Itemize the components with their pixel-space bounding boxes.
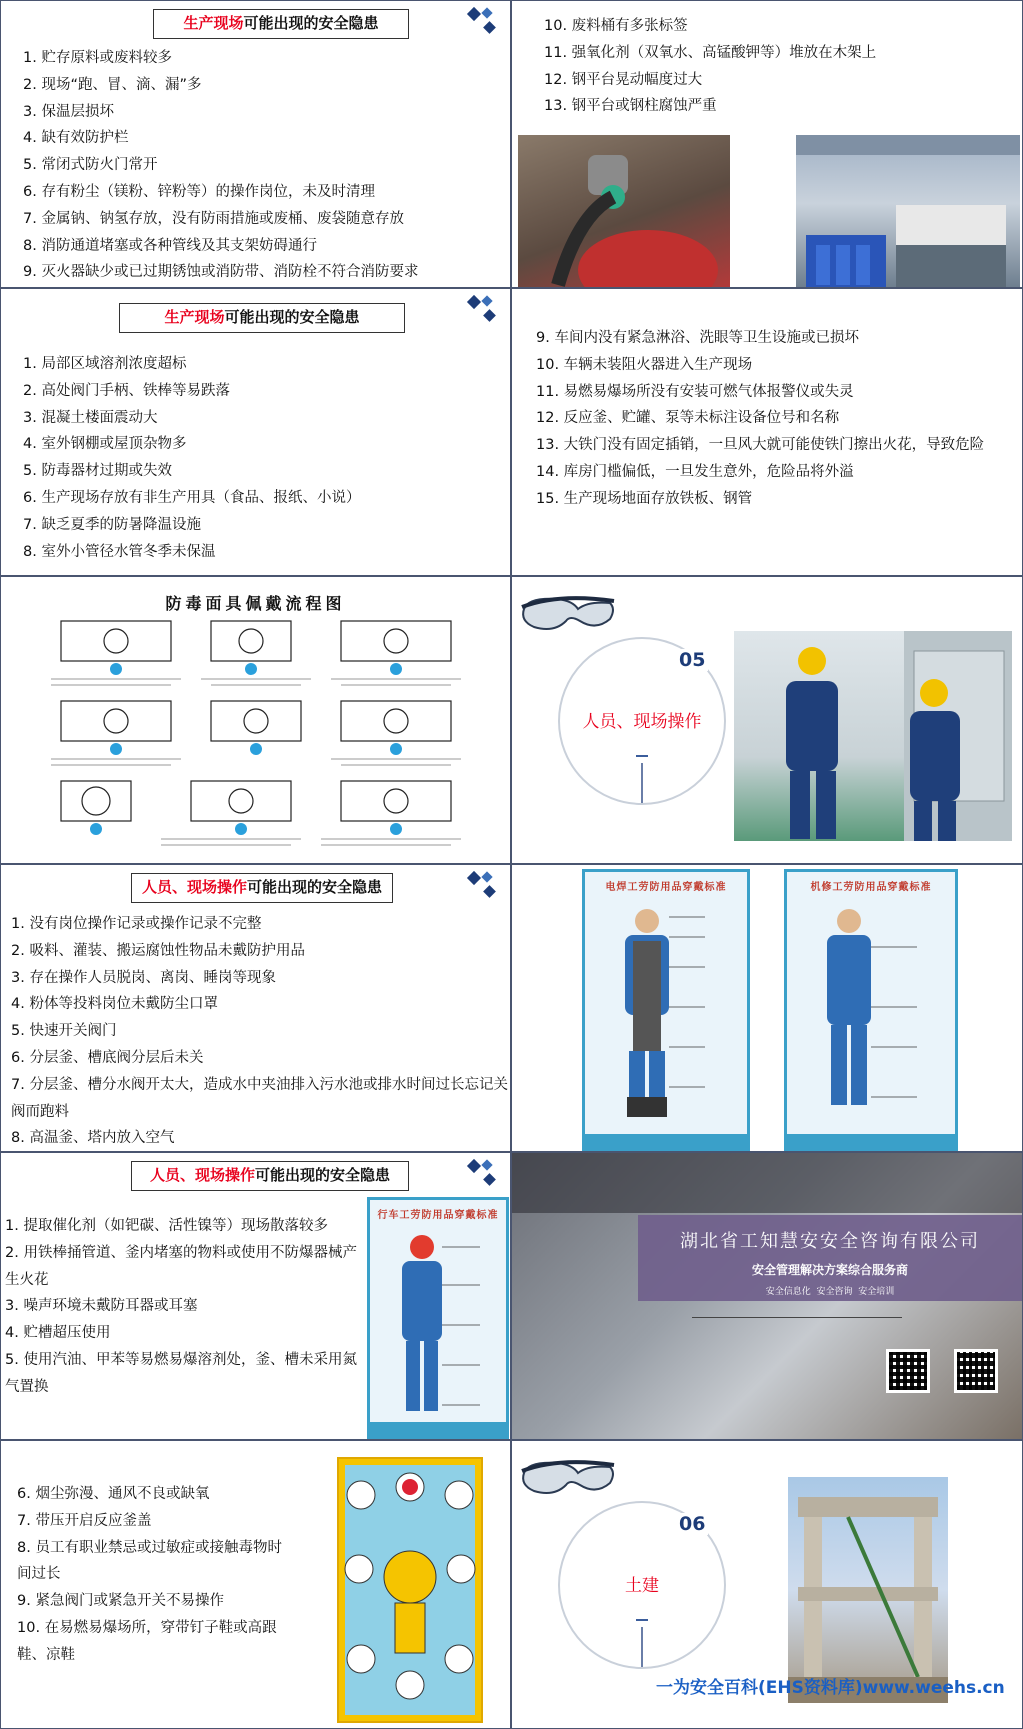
list-item: 11. 易燃易爆场所没有安装可燃气体报警仪或失灵 bbox=[536, 383, 854, 400]
slide-1 bbox=[0, 0, 511, 288]
title-highlight: 生产现场 bbox=[183, 14, 244, 32]
company-name: 湖北省工知慧安安全咨询有限公司 bbox=[680, 1231, 980, 1252]
decor-diamonds-icon bbox=[463, 871, 507, 899]
slide-2 bbox=[511, 0, 1023, 288]
list-item: 9. 车间内没有紧急淋浴、洗眼等卫生设施或已损坏 bbox=[536, 330, 859, 346]
list-item: 8. 员工有职业禁忌或过敏症或接触毒物时间过长 bbox=[17, 1539, 282, 1583]
list-item: 5. 常闭式防火门常开 bbox=[23, 157, 158, 174]
company-services: 安全信息化 安全咨询 安全培训 bbox=[765, 1287, 895, 1297]
list-item: 3. 保温层损坏 bbox=[23, 103, 114, 120]
divider bbox=[692, 1317, 902, 1318]
list-item: 1. 没有岗位操作记录或操作记录不完整 bbox=[11, 916, 262, 932]
list-item: 7. 分层釜、槽分水阀开太大，造成水中夹油排入污水池或排水时间过长忘记关阀而跑料 bbox=[11, 1076, 508, 1120]
title-highlight: 人员、现场操作 bbox=[141, 878, 247, 896]
gas-mask-flow-title: 防毒面具佩戴流程图 bbox=[165, 594, 346, 613]
slide-4 bbox=[511, 288, 1023, 576]
welder-ppe-poster bbox=[582, 869, 750, 1151]
crane-operator-ppe-poster bbox=[367, 1197, 509, 1439]
footer-watermark-link[interactable]: 一为安全百科(EHS资料库)www.weehs.cn bbox=[656, 1678, 1005, 1698]
list-item: 8. 消防通道堵塞或各种管线及其支架妨碍通行 bbox=[23, 237, 317, 254]
decor-diamonds-icon bbox=[463, 7, 507, 35]
extinguisher-photo bbox=[518, 135, 730, 287]
list-item: 13. 钢平台或钢柱腐蚀严重 bbox=[544, 98, 717, 115]
list-item: 2. 吸料、灌装、搬运腐蚀性物品未戴防护用品 bbox=[11, 942, 305, 959]
slide-title bbox=[119, 303, 405, 333]
slide-3 bbox=[0, 288, 511, 576]
title-rest: 可能出现的安全隐患 bbox=[247, 878, 383, 896]
list-item: 5. 快速开关阀门 bbox=[11, 1023, 117, 1040]
list-item: 1. 提取催化剂（如钯碳、活性镍等）现场散落较多 bbox=[5, 1218, 328, 1234]
poster-footer bbox=[585, 1134, 747, 1148]
title-rest: 可能出现的安全隐患 bbox=[243, 14, 379, 32]
list-item: 4. 粉体等投料岗位未戴防尘口罩 bbox=[11, 996, 218, 1013]
poster-title: 电焊工劳防用品穿戴标准 bbox=[605, 882, 727, 893]
list-item: 7. 金属钠、钠氢存放，没有防雨措施或废桶、废袋随意存放 bbox=[23, 210, 404, 227]
contact-strip bbox=[512, 1153, 1023, 1213]
list-item: 4. 缺有效防护栏 bbox=[23, 130, 129, 147]
list-item: 6. 烟尘弥漫、通风不良或缺氧 bbox=[17, 1486, 210, 1502]
hazard-list bbox=[23, 351, 360, 565]
list-item: 7. 缺乏夏季的防暑降温设施 bbox=[23, 516, 201, 533]
slide-9 bbox=[0, 1152, 511, 1440]
hazard-list bbox=[544, 13, 876, 120]
construction-site-photo bbox=[788, 1477, 948, 1703]
safety-goggles-icon bbox=[518, 591, 618, 635]
hazard-list bbox=[23, 45, 418, 286]
slide-10 bbox=[511, 1152, 1023, 1440]
slide-5 bbox=[0, 576, 511, 864]
slide-8 bbox=[511, 864, 1023, 1152]
gas-mask-steps-illustration bbox=[41, 617, 481, 857]
company-tagline: 安全管理解决方案综合服务商 bbox=[751, 1263, 908, 1277]
hazard-list bbox=[536, 325, 984, 513]
list-item: 10. 在易燃易爆场所，穿带钉子鞋或高跟鞋、凉鞋 bbox=[17, 1619, 277, 1663]
list-item: 6. 分层釜、槽底阀分层后未关 bbox=[11, 1049, 204, 1066]
list-item: 10. 废料桶有多张标签 bbox=[544, 18, 688, 34]
section-divider bbox=[636, 1619, 648, 1621]
section-line bbox=[641, 1627, 643, 1667]
section-label: 人员、现场操作 bbox=[582, 712, 702, 732]
list-item: 1. 贮存原料或废料较多 bbox=[23, 50, 172, 66]
list-item: 3. 混凝土楼面震动大 bbox=[23, 409, 158, 426]
list-item: 3. 存在操作人员脱岗、离岗、睡岗等现象 bbox=[11, 969, 276, 986]
slide-title bbox=[131, 873, 393, 903]
list-item: 12. 钢平台晃动幅度过大 bbox=[544, 71, 703, 88]
list-item: 12. 反应釜、贮罐、泵等未标注设备位号和名称 bbox=[536, 410, 840, 427]
list-item: 9. 灭火器缺少或已过期锈蚀或消防带、消防栓不符合消防要求 bbox=[23, 264, 419, 281]
qr-code-icon bbox=[954, 1349, 998, 1393]
section-number: 05 bbox=[676, 649, 708, 671]
list-item: 2. 高处阀门手柄、铁棒等易跌落 bbox=[23, 382, 230, 399]
poster-footer bbox=[370, 1422, 506, 1436]
hazard-list bbox=[5, 1213, 365, 1401]
poster-title: 机修工劳防用品穿戴标准 bbox=[810, 882, 932, 893]
decor-diamonds-icon bbox=[463, 1159, 507, 1187]
hazard-list bbox=[17, 1481, 287, 1669]
title-rest: 可能出现的安全隐患 bbox=[255, 1166, 391, 1184]
section-divider bbox=[636, 755, 648, 757]
list-item: 8. 室外小管径水管冬季未保温 bbox=[23, 543, 216, 560]
list-item: 6. 生产现场存放有非生产用具（食品、报纸、小说） bbox=[23, 489, 361, 506]
list-item: 7. 带压开启反应釜盖 bbox=[17, 1512, 152, 1529]
mechanic-ppe-poster bbox=[784, 869, 958, 1151]
section-line bbox=[641, 763, 643, 803]
slide-title bbox=[153, 9, 409, 39]
list-item: 4. 室外钢棚或屋顶杂物多 bbox=[23, 436, 187, 453]
title-rest: 可能出现的安全隐患 bbox=[224, 308, 360, 326]
slide-title bbox=[131, 1161, 409, 1191]
warehouse-photo bbox=[796, 135, 1020, 287]
slide-7 bbox=[0, 864, 511, 1152]
company-band bbox=[638, 1215, 1022, 1301]
list-item: 11. 强氧化剂（双氧水、高锰酸钾等）堆放在木架上 bbox=[544, 44, 877, 61]
poster-title: 行车工劳防用品穿戴标准 bbox=[377, 1210, 499, 1221]
list-item: 1. 局部区域溶剂浓度超标 bbox=[23, 356, 187, 372]
hazard-list bbox=[11, 911, 509, 1152]
poster-footer bbox=[787, 1134, 955, 1148]
list-item: 15. 生产现场地面存放铁板、钢管 bbox=[536, 490, 753, 507]
list-item: 13. 大铁门没有固定插销，一旦风大就可能使铁门擦出火花，导致危险 bbox=[536, 437, 985, 454]
list-item: 4. 贮槽超压使用 bbox=[5, 1325, 111, 1342]
title-highlight: 生产现场 bbox=[164, 308, 225, 326]
list-item: 14. 库房门槛偏低，一旦发生意外，危险品将外溢 bbox=[536, 463, 854, 480]
list-item: 3. 噪声环境未戴防耳器或耳塞 bbox=[5, 1298, 198, 1315]
safety-goggles-icon bbox=[518, 1455, 618, 1499]
list-item: 5. 使用汽油、甲苯等易燃易爆溶剂处，釜、槽未采用氮气置换 bbox=[5, 1351, 357, 1395]
ppe-infographic bbox=[337, 1457, 483, 1723]
list-item: 8. 高温釜、塔内放入空气 bbox=[11, 1130, 175, 1147]
list-item: 2. 用铁棒捅管道、釜内堵塞的物料或使用不防爆器械产生火花 bbox=[5, 1244, 357, 1288]
list-item: 2. 现场“跑、冒、滴、漏”多 bbox=[23, 76, 202, 93]
section-number: 06 bbox=[676, 1513, 708, 1535]
list-item: 5. 防毒器材过期或失效 bbox=[23, 463, 172, 480]
title-highlight: 人员、现场操作 bbox=[149, 1166, 255, 1184]
section-label: 土建 bbox=[625, 1576, 659, 1596]
slide-11 bbox=[0, 1440, 511, 1729]
list-item: 6. 存有粉尘（镁粉、锌粉等）的操作岗位，未及时清理 bbox=[23, 183, 375, 200]
slide-12 bbox=[511, 1440, 1023, 1729]
decor-diamonds-icon bbox=[463, 295, 507, 323]
list-item: 10. 车辆未装阻火器进入生产现场 bbox=[536, 356, 753, 373]
workers-inspection-photo bbox=[734, 631, 1012, 841]
qr-code-icon bbox=[886, 1349, 930, 1393]
slide-6 bbox=[511, 576, 1023, 864]
list-item: 9. 紧急阀门或紧急开关不易操作 bbox=[17, 1593, 224, 1610]
